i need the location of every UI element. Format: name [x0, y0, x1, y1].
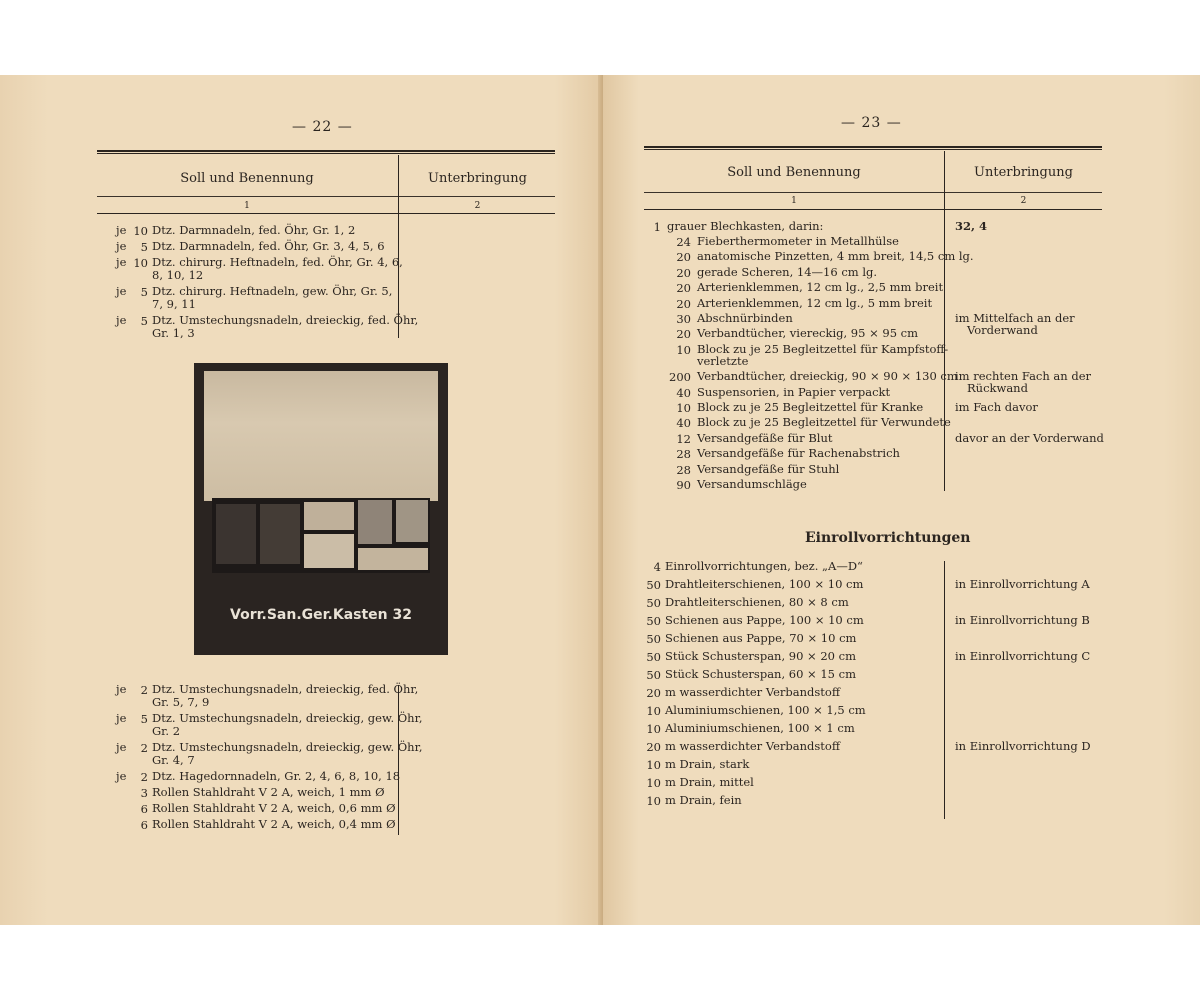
- item-text: Dtz. Hagedornnadeln, Gr. 2, 4, 6, 8, 10, 18: [152, 769, 401, 783]
- column-header-storage: Unterbringung: [974, 165, 1073, 180]
- left-page: [0, 75, 603, 925]
- item-text: Versandgefäße für Blut: [697, 430, 833, 445]
- item-qty: 2: [140, 741, 148, 755]
- item-qty: 90: [676, 478, 691, 492]
- item-text: Dtz. Umstechungsnadeln, dreieckig, gew. Öhr,: [152, 711, 423, 725]
- item-text: Verbandtücher, dreieckig, 90 × 90 × 130 cm: [697, 369, 958, 384]
- roll-item-qty: 10: [646, 722, 661, 736]
- item-text: Block zu je 25 Begleitzettel für Verwundete: [697, 415, 951, 430]
- equipment-box-photo: [194, 363, 448, 655]
- roll-item-qty: 4: [653, 560, 661, 574]
- column-divider-2: [944, 561, 945, 819]
- item-qty: 20: [676, 327, 691, 342]
- item-prefix: je: [116, 682, 127, 696]
- item-qty: 10: [676, 401, 691, 415]
- table-top-rule-2: [97, 153, 555, 154]
- item-text: Rollen Stahldraht V 2 A, weich, 0,6 mm Ø: [152, 801, 396, 815]
- item-text-continued: Gr. 2: [152, 724, 181, 738]
- item-text: Versandumschläge: [697, 477, 807, 491]
- item-qty: 10: [676, 342, 691, 357]
- item-qty: 24: [676, 235, 691, 249]
- box-intro-place: 32, 4: [955, 219, 988, 233]
- roll-item-text: m Drain, mittel: [665, 775, 754, 789]
- item-prefix: je: [116, 711, 127, 725]
- column-number-2: 2: [474, 201, 481, 211]
- roll-item-text: Einrollvorrichtungen, bez. „A—D“: [665, 559, 863, 573]
- photo-caption: Vorr.San.Ger.Kasten 32: [230, 607, 412, 623]
- item-qty: 5: [140, 712, 148, 726]
- column-divider: [398, 155, 399, 338]
- item-qty: 3: [140, 786, 148, 800]
- header-bottom-rule: [97, 213, 555, 214]
- item-text-continued: 8, 10, 12: [152, 268, 204, 282]
- item-place: im Mittelfach an der: [955, 311, 1075, 325]
- roll-item-qty: 50: [646, 632, 661, 646]
- roll-item-text: Aluminiumschienen, 100 × 1,5 cm: [665, 703, 866, 717]
- item-qty: 40: [676, 385, 691, 400]
- box-intro-text: grauer Blechkasten, darin:: [667, 219, 824, 233]
- item-text: Rollen Stahldraht V 2 A, weich, 0,4 mm Ø: [152, 817, 396, 831]
- item-text-continued: verletzte: [697, 353, 749, 368]
- roll-item-text: Aluminiumschienen, 100 × 1 cm: [665, 721, 855, 735]
- roll-item-qty: 50: [646, 578, 661, 592]
- header-divider: [97, 196, 555, 197]
- roll-item-qty: 10: [646, 776, 661, 790]
- item-prefix: je: [116, 223, 127, 237]
- roll-item-qty: 50: [646, 596, 661, 610]
- item-text: Dtz. Darmnadeln, fed. Öhr, Gr. 1, 2: [152, 223, 356, 237]
- item-place: davor an der Vorderwand: [955, 430, 1104, 445]
- roll-item-qty: 20: [646, 740, 661, 754]
- column-divider-bottom: [398, 685, 399, 835]
- column-header-designation: Soll und Benennung: [180, 171, 314, 186]
- column-number-1: 1: [244, 201, 250, 211]
- item-qty: 6: [140, 818, 148, 832]
- roll-item-text: Stück Schusterspan, 60 × 15 cm: [665, 667, 856, 681]
- item-qty: 10: [133, 224, 148, 238]
- item-text: Dtz. Umstechungsnadeln, dreieckig, fed. Öhr,: [152, 682, 419, 696]
- table-top-rule: [97, 150, 555, 152]
- item-prefix: je: [116, 239, 127, 253]
- roll-item-text: m Drain, stark: [665, 757, 750, 771]
- column-header-storage: Unterbringung: [428, 171, 527, 186]
- item-text: Rollen Stahldraht V 2 A, weich, 1 mm Ø: [152, 785, 385, 799]
- item-qty: 2: [140, 683, 148, 697]
- box-interior: [212, 498, 430, 573]
- roll-item-text: Schienen aus Pappe, 70 × 10 cm: [665, 631, 857, 645]
- item-text: Arterienklemmen, 12 cm lg., 2,5 mm breit: [697, 280, 944, 295]
- column-number-1: 1: [791, 196, 797, 206]
- item-text-continued: Gr. 5, 7, 9: [152, 695, 210, 709]
- item-text: Dtz. Darmnadeln, fed. Öhr, Gr. 3, 4, 5, 6: [152, 239, 385, 253]
- table-top-rule-2: [644, 149, 1102, 150]
- book-spread: [0, 75, 1200, 925]
- item-qty: 5: [140, 285, 148, 299]
- item-text: Block zu je 25 Begleitzettel für Kampfstoff-: [697, 341, 949, 356]
- box-lid: [204, 371, 438, 501]
- roll-item-qty: 50: [646, 668, 661, 682]
- roll-item-qty: 10: [646, 704, 661, 718]
- roll-item-text: Stück Schusterspan, 90 × 20 cm: [665, 649, 856, 663]
- roll-item-qty: 10: [646, 794, 661, 808]
- item-text: Dtz. Umstechungsnadeln, dreieckig, fed. Öhr,: [152, 313, 419, 327]
- item-qty: 10: [133, 256, 148, 270]
- item-qty: 200: [669, 370, 691, 385]
- item-prefix: je: [116, 284, 127, 298]
- item-qty: 20: [676, 250, 691, 265]
- column-number-2: 2: [1020, 196, 1027, 206]
- item-text: anatomische Pinzetten, 4 mm breit, 14,5 cm lg.: [697, 249, 974, 264]
- item-qty: 28: [676, 462, 691, 477]
- item-qty: 5: [140, 314, 148, 328]
- item-text: Block zu je 25 Begleitzettel für Kranke: [697, 400, 924, 414]
- item-text-continued: Gr. 4, 7: [152, 753, 195, 767]
- item-text: gerade Scheren, 14—16 cm lg.: [697, 264, 878, 279]
- roll-item-place: in Einrollvorrichtung A: [955, 577, 1090, 591]
- item-text: Verbandtücher, viereckig, 95 × 95 cm: [697, 326, 919, 341]
- item-text: Dtz. chirurg. Heftnadeln, gew. Öhr, Gr. 5,: [152, 284, 393, 298]
- item-text: Dtz. Umstechungsnadeln, dreieckig, gew. Öhr,: [152, 740, 423, 754]
- item-qty: 20: [676, 296, 691, 311]
- page-number: — 22 —: [292, 119, 353, 135]
- item-prefix: je: [116, 769, 127, 783]
- item-place: im Fach davor: [955, 400, 1038, 414]
- roll-item-text: Drahtleiterschienen, 80 × 8 cm: [665, 595, 849, 609]
- roll-item-qty: 50: [646, 650, 661, 664]
- item-text: Abschnürbinden: [697, 311, 793, 325]
- roll-item-text: Schienen aus Pappe, 100 × 10 cm: [665, 613, 864, 627]
- roll-item-qty: 20: [646, 686, 661, 700]
- item-text: Dtz. chirurg. Heftnadeln, fed. Öhr, Gr. 4, 6,: [152, 255, 403, 269]
- item-text-continued: Gr. 1, 3: [152, 326, 195, 340]
- roll-item-place: in Einrollvorrichtung B: [955, 613, 1090, 627]
- item-place: im rechten Fach an der: [955, 369, 1092, 384]
- table-top-rule: [644, 146, 1102, 148]
- item-place-continued: Rückwand: [967, 381, 1028, 396]
- page-number: — 23 —: [841, 115, 902, 131]
- item-qty: 6: [140, 802, 148, 816]
- header-divider: [644, 192, 1102, 193]
- item-prefix: je: [116, 255, 127, 269]
- header-bottom-rule: [644, 209, 1102, 210]
- box-intro-qty: 1: [653, 220, 661, 234]
- roll-item-text: m wasserdichter Verbandstoff: [665, 685, 840, 699]
- roll-item-qty: 10: [646, 758, 661, 772]
- item-qty: 20: [676, 281, 691, 296]
- roll-item-text: m wasserdichter Verbandstoff: [665, 739, 840, 753]
- item-qty: 2: [140, 770, 148, 784]
- item-qty: 30: [676, 312, 691, 326]
- item-qty: 12: [676, 431, 691, 446]
- roll-item-text: Drahtleiterschienen, 100 × 10 cm: [665, 577, 864, 591]
- item-qty: 28: [676, 447, 691, 462]
- item-text: Fieberthermometer in Metallhülse: [697, 234, 899, 248]
- item-prefix: je: [116, 313, 127, 327]
- section-title: Einrollvorrichtungen: [805, 530, 971, 546]
- roll-item-place: in Einrollvorrichtung D: [955, 739, 1091, 753]
- item-text: Versandgefäße für Stuhl: [697, 461, 840, 476]
- item-text: Versandgefäße für Rachenabstrich: [697, 446, 900, 461]
- item-text: Suspensorien, in Papier verpackt: [697, 384, 891, 399]
- item-qty: 40: [676, 416, 691, 431]
- item-place-continued: Vorderwand: [967, 323, 1038, 337]
- item-qty: 5: [140, 240, 148, 254]
- right-page: [603, 75, 1200, 925]
- roll-item-qty: 50: [646, 614, 661, 628]
- item-text-continued: 7, 9, 11: [152, 297, 196, 311]
- column-divider: [944, 151, 945, 491]
- roll-item-place: in Einrollvorrichtung C: [955, 649, 1091, 663]
- column-header-designation: Soll und Benennung: [727, 165, 861, 180]
- item-prefix: je: [116, 740, 127, 754]
- item-text: Arterienklemmen, 12 cm lg., 5 mm breit: [697, 295, 933, 310]
- roll-item-text: m Drain, fein: [665, 793, 742, 807]
- item-qty: 20: [676, 265, 691, 280]
